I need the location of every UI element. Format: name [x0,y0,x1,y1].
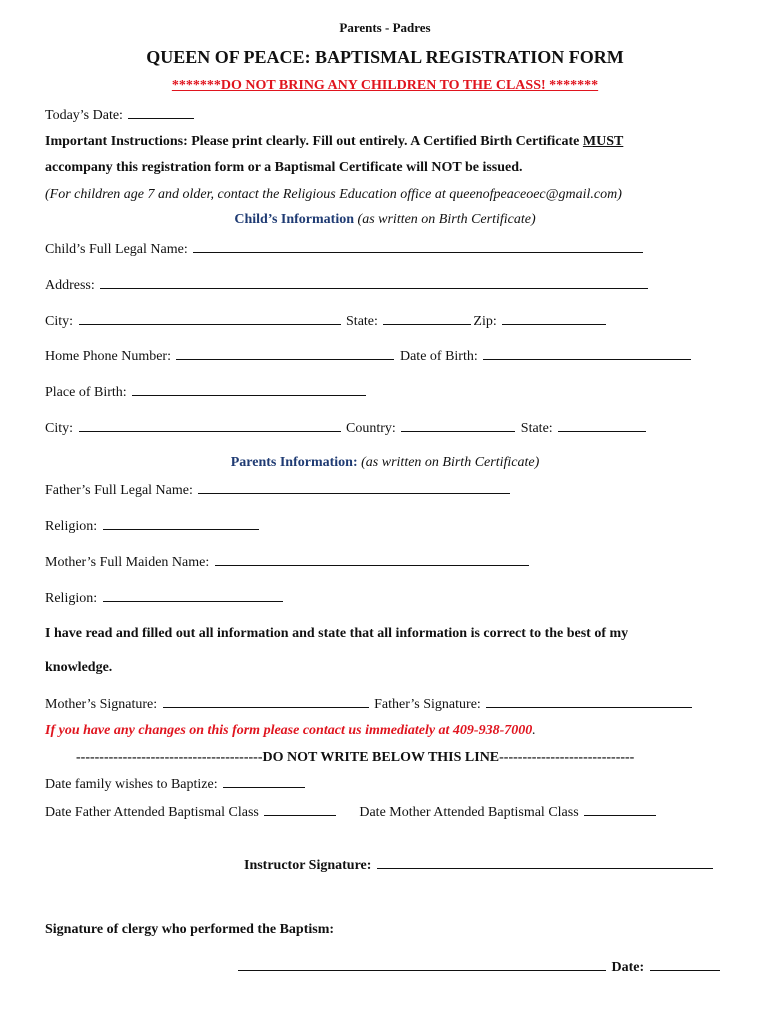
zip-label: Zip: [473,314,497,329]
mother-signature-label: Mother’s Signature: [45,697,158,712]
state-label: State: [346,314,378,329]
instructor-signature-row [244,856,715,875]
instructions-text-1: Important Instructions: Please print clearly. Fill out entirely. A Certified Birth Certificate [45,134,583,149]
attestation-line-2: knowledge. [45,660,113,675]
parents-info-heading-text: Parents Information: [230,455,358,470]
parents-padres-label: Parents - Padres [339,20,431,35]
clergy-signature-row [236,958,722,977]
changes-notice-period: . [532,723,536,738]
class-dates-row [45,803,658,822]
dob-field[interactable] [483,347,691,360]
child-info-heading-text: Child’s Information [234,212,355,227]
birth-city-label: City: [45,421,74,436]
city-row [45,312,608,331]
warning-banner [0,78,770,94]
warning-text: *******DO NOT BRING ANY CHILDREN TO THE CLASS! ******* [171,78,599,93]
birth-city-row [45,419,648,438]
father-name-row [45,481,512,500]
instructions-must: MUST [582,134,624,149]
country-label: Country: [346,421,396,436]
instructions-line-2: accompany this registration form or a Baptismal Certificate will NOT be issued. [45,160,523,175]
child-name-field[interactable] [193,240,643,253]
mother-religion-label: Religion: [45,591,98,606]
attestation-line-1: I have read and filled out all information and state that all information is correct to the best of my [45,626,629,641]
office-use-divider: ----------------------------------------DO NOT WRITE BELOW THIS LINE----------------------------- [76,750,635,765]
todays-date-field[interactable] [128,106,194,119]
father-class-field[interactable] [264,803,336,816]
phone-dob-row [45,347,693,366]
baptize-date-field[interactable] [223,775,305,788]
zip-field[interactable] [502,312,606,325]
home-phone-label: Home Phone Number: [45,349,171,364]
changes-notice-text: If you have any changes on this form please contact us immediately at 409-938-7000 [45,723,533,738]
mother-class-field[interactable] [584,803,656,816]
birth-state-label: State: [520,421,553,436]
father-class-label: Date Father Attended Baptismal Class [45,805,259,820]
address-field[interactable] [100,276,648,289]
father-religion-label: Religion: [45,519,98,534]
parents-info-heading-note: (as written on Birth Certificate) [361,455,540,470]
instructor-signature-label: Instructor Signature: [244,858,372,873]
place-of-birth-row [45,383,368,402]
clergy-date-field[interactable] [650,958,720,971]
parents-info-heading [0,455,770,471]
baptize-date-label: Date family wishes to Baptize: [45,777,218,792]
mother-name-row [45,553,531,572]
clergy-signature-label: Signature of clergy who performed the Baptism: [45,922,335,937]
state-field[interactable] [383,312,471,325]
instructions-line-1 [45,133,623,151]
baptize-date-row [45,775,307,794]
address-row [45,276,650,295]
birth-state-field[interactable] [558,419,646,432]
changes-notice [45,722,536,740]
instructions-note: (For children age 7 and older, contact the Religious Education office at queenofpeaceoec@gmail.com) [45,187,622,202]
father-religion-field[interactable] [103,517,259,530]
father-signature-label: Father’s Signature: [374,697,481,712]
father-name-label: Father’s Full Legal Name: [45,483,193,498]
child-name-row [45,240,645,259]
father-religion-row [45,517,261,536]
country-field[interactable] [401,419,515,432]
mother-signature-field[interactable] [163,695,369,708]
mother-class-label: Date Mother Attended Baptismal Class [359,805,579,820]
clergy-date-label: Date: [611,960,645,975]
father-name-field[interactable] [198,481,510,494]
home-phone-field[interactable] [176,347,394,360]
todays-date-row [45,106,196,125]
address-label: Address: [45,278,95,293]
child-info-heading [0,212,770,228]
father-signature-field[interactable] [486,695,692,708]
dob-label: Date of Birth: [399,349,478,364]
mother-name-label: Mother’s Full Maiden Name: [45,555,210,570]
mother-religion-field[interactable] [103,589,283,602]
mother-religion-row [45,589,285,608]
birth-city-field[interactable] [79,419,341,432]
clergy-signature-field[interactable] [238,958,606,971]
child-info-heading-note: (as written on Birth Certificate) [357,212,536,227]
form-title: QUEEN OF PEACE: BAPTISMAL REGISTRATION FORM [146,47,624,67]
mother-name-field[interactable] [215,553,529,566]
child-name-label: Child’s Full Legal Name: [45,242,188,257]
city-label: City: [45,314,74,329]
instructor-signature-field[interactable] [377,856,713,869]
city-field[interactable] [79,312,341,325]
signatures-row [45,695,694,714]
place-of-birth-field[interactable] [132,383,366,396]
place-of-birth-label: Place of Birth: [45,385,127,400]
todays-date-label: Today’s Date: [45,108,123,123]
